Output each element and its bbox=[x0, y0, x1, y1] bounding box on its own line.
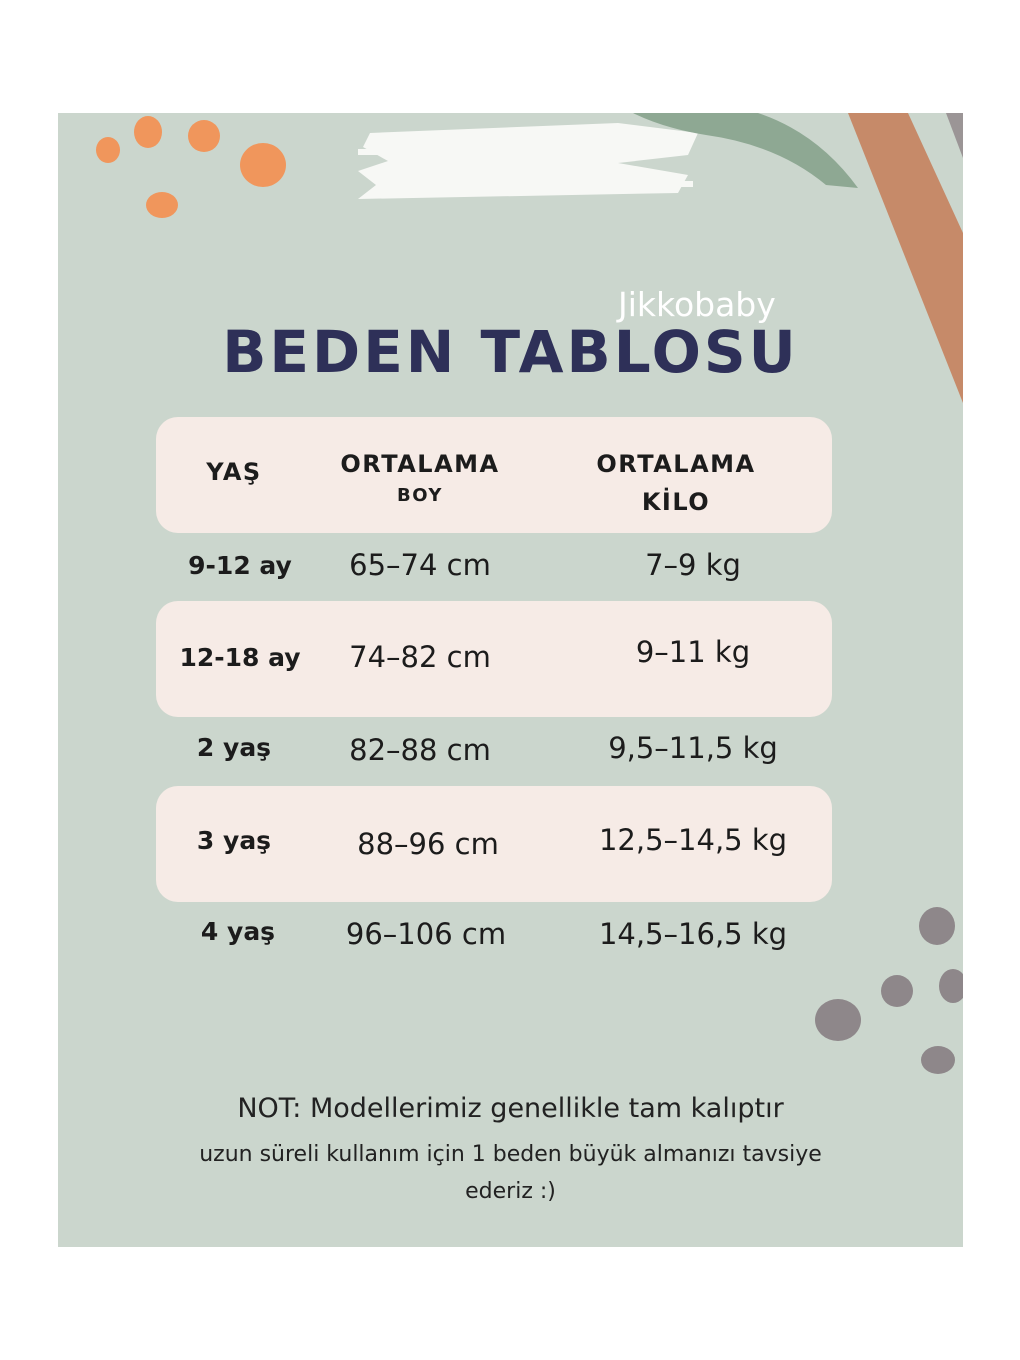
table-row-weight: 7–9 kg bbox=[645, 548, 741, 582]
table-row-weight: 12,5–14,5 kg bbox=[598, 823, 788, 857]
table-row-height: 96–106 cm bbox=[345, 917, 507, 951]
orange-dot bbox=[96, 137, 120, 163]
table-row-weight: 14,5–16,5 kg bbox=[598, 917, 788, 951]
table-row-age: 2 yaş bbox=[196, 733, 272, 762]
page-title: BEDEN TABLOSU bbox=[222, 318, 799, 386]
orange-dot bbox=[146, 192, 178, 218]
table-row-weight: 9,5–11,5 kg bbox=[608, 731, 778, 765]
brand-name: Jikkobaby bbox=[618, 285, 776, 324]
table-row-weight: 9–11 kg bbox=[635, 635, 751, 669]
table-row-height: 82–88 cm bbox=[349, 733, 491, 767]
table-row-height: 65–74 cm bbox=[349, 548, 491, 582]
gray-dot bbox=[921, 1046, 955, 1074]
table-row-height: 74–82 cm bbox=[349, 640, 491, 674]
size-chart-card bbox=[58, 113, 963, 1247]
table-row-age: 3 yaş bbox=[196, 826, 272, 855]
orange-dot bbox=[240, 143, 286, 187]
note-text: uzun süreli kullanım için 1 beden büyük almanızı tavsiye ederiz :) bbox=[199, 1142, 822, 1204]
gray-stripe-decoration bbox=[946, 113, 963, 158]
orange-dot bbox=[188, 120, 220, 152]
table-row-height: 88–96 cm bbox=[357, 827, 499, 861]
gray-dots-decoration bbox=[815, 907, 963, 1074]
table-row-age: 4 yaş bbox=[200, 917, 276, 946]
white-brush-decoration bbox=[358, 123, 698, 199]
header-average-height: ORTALAMA BOY bbox=[340, 450, 500, 506]
gray-dot bbox=[939, 969, 963, 1003]
header-age: YAŞ bbox=[206, 458, 262, 486]
gray-dot bbox=[919, 907, 955, 945]
orange-dot bbox=[134, 116, 162, 148]
table-row-age: 12-18 ay bbox=[179, 643, 301, 672]
note-heading: NOT: Modellerimiz genellikle tam kalıptır bbox=[237, 1093, 784, 1124]
orange-dots-decoration bbox=[96, 116, 286, 218]
header-average-weight: ORTALAMA KİLO bbox=[596, 450, 756, 516]
gray-dot bbox=[815, 999, 861, 1041]
table-row-age: 9-12 ay bbox=[188, 551, 292, 580]
gray-dot bbox=[881, 975, 913, 1007]
